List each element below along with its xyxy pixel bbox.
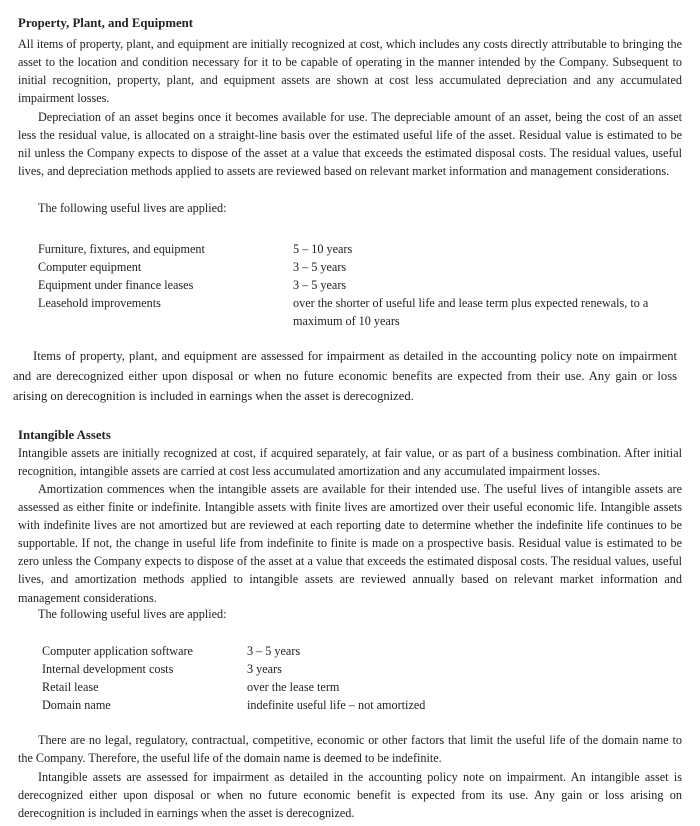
useful-life-cell: 3 – 5 years (247, 644, 301, 658)
useful-life-cell: 3 – 5 years (293, 260, 347, 275)
table-row (42, 642, 522, 660)
intangible-paragraph-1: Intangible assets are initially recognized at cost, if acquired separately, at fair value, or as part of a business combination. After initial recognition, intangible assets are carried at cost less accumulated amortization and any accumulated impairment losses. (18, 446, 682, 479)
ppe-paragraph-2: Depreciation of an asset begins once it becomes available for use. The depreciable amount of an asset, being the cost of an asset less the residual value, is allocated on a straight-line basis over the estimated useful life of the asset. Residual value is estimated to be nil unless the Company expects to dispose of the asset at a value that exceeds the estimated disposal costs. The residual values, useful lives, and depreciation methods applied to assets are reviewed based on relevant market information and management considerations. (18, 110, 682, 179)
intangible-paragraph-2: Amortization commences when the intangible assets are available for their intended use. The useful lives of intangible assets are assessed as either finite or indefinite. Intangible assets with finite lives are amortized over their useful economic life. Intangible assets with indefinite lives are not amortized but are reviewed at each reporting date to determine whether the indefinite life continues to be supportable. If not, the change in useful life from indefinite to finite is made on a prospective basis. Residual value is estimated to be zero unless the Company expects to dispose of the asset at a value that exceeds the estimated disposal costs. The residual values, useful lives, and amortization methods applied to intangible assets are reviewed annually based on relevant market information and management considerations. (18, 482, 682, 605)
ppe-paragraph-3: Items of property, plant, and equipment are assessed for impairment as detailed in the accounting policy note on impairment and are derecognized either upon disposal or when no future economic benefits are expected from their use. Any gain or loss arising on derecognition is included in earnings when the asset is derecognized. (13, 349, 677, 403)
table-row (42, 696, 522, 714)
ppe-heading: Property, Plant, and Equipment (18, 16, 194, 30)
table-row (42, 660, 522, 678)
table-row (42, 678, 522, 696)
asset-class-cell: Internal development costs (42, 662, 174, 677)
ppe-useful-lives-intro: The following useful lives are applied: (38, 201, 227, 215)
table-row (38, 294, 668, 330)
asset-class-cell: Equipment under finance leases (38, 278, 194, 293)
asset-class-cell: Furniture, fixtures, and equipment (38, 242, 205, 256)
intangible-useful-lives-table (42, 642, 522, 714)
asset-class-cell: Retail lease (42, 680, 99, 695)
asset-class-cell: Computer application software (42, 644, 193, 658)
table-row (38, 258, 668, 276)
useful-life-cell: over the lease term (247, 680, 340, 695)
table-row (38, 276, 668, 294)
useful-life-cell: 3 years (247, 662, 282, 677)
ppe-paragraph-1: All items of property, plant, and equipment are initially recognized at cost, which includes any costs directly attributable to bringing the asset to the location and condition necessary for it to be capable of operating in the manner intended by the Company. Subsequent to initial recognition, property, plant, and equipment assets are shown at cost less accumulated depreciation and any accumulated impairment losses. (18, 37, 682, 106)
intangible-useful-lives-intro: The following useful lives are applied: (38, 607, 227, 621)
useful-life-cell: over the shorter of useful life and lease term plus expected renewals, to a maximum of 10 years (293, 296, 649, 329)
asset-class-cell: Domain name (42, 698, 111, 713)
useful-life-cell: 5 – 10 years (293, 242, 353, 256)
useful-life-cell: indefinite useful life – not amortized (247, 698, 426, 713)
table-row (38, 240, 668, 258)
asset-class-cell: Leasehold improvements (38, 296, 161, 311)
intangible-heading: Intangible Assets (18, 428, 111, 442)
intangible-paragraph-4: Intangible assets are assessed for impairment as detailed in the accounting policy note on impairment. An intangible asset is derecognized either upon disposal or when no future economic benefit is expected from its use. Any gain or loss arising on derecognition is included in earnings when the asset is derecognized. (18, 770, 682, 821)
useful-life-cell: 3 – 5 years (293, 278, 347, 293)
ppe-useful-lives-table (38, 240, 668, 330)
asset-class-cell: Computer equipment (38, 260, 142, 275)
intangible-paragraph-3: There are no legal, regulatory, contractual, competitive, economic or other factors that limit the useful life of the domain name to the Company. Therefore, the useful life of the domain name is deemed to be indefinite. (18, 733, 682, 766)
